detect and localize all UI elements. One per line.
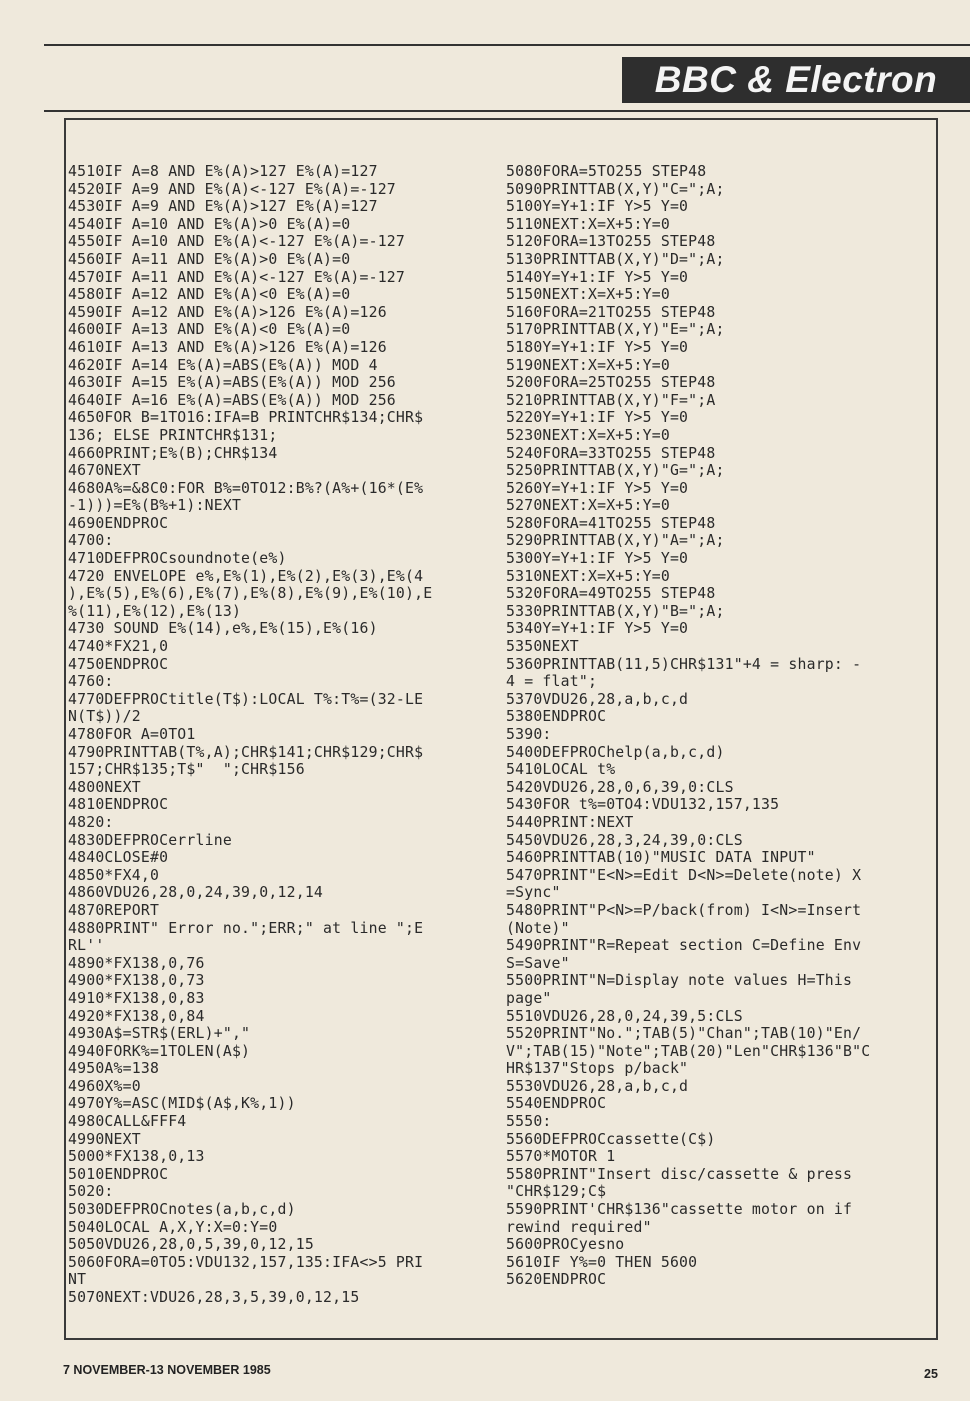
code-line: 5190NEXT:X=X+5:Y=0	[506, 356, 670, 374]
code-line: 5310NEXT:X=X+5:Y=0	[506, 567, 670, 585]
code-line: 4890*FX138,0,76	[68, 954, 205, 972]
top-rule	[44, 44, 970, 46]
code-line: 4730 SOUND E%(14),e%,E%(15),E%(16)	[68, 620, 378, 638]
code-line: 4930A$=STR$(ERL)+","	[68, 1025, 251, 1043]
code-line: 4700:	[68, 532, 114, 550]
page-number: 25	[924, 1367, 938, 1381]
code-line: "CHR$129;C$	[506, 1183, 607, 1201]
code-line: 4740*FX21,0	[68, 638, 169, 656]
code-line: 5140Y=Y+1:IF Y>5 Y=0	[506, 268, 689, 286]
code-line: 4900*FX138,0,73	[68, 972, 205, 990]
code-line: 4830DEFPROCerrline	[68, 831, 232, 849]
code-line: 5410LOCAL t%	[506, 761, 616, 779]
code-line: 5450VDU26,28,3,24,39,0:CLS	[506, 831, 743, 849]
code-line: 5620ENDPROC	[506, 1271, 607, 1289]
code-line: 4600IF A=13 AND E%(A)<0 E%(A)=0	[68, 321, 351, 339]
code-line: 5110NEXT:X=X+5:Y=0	[506, 215, 670, 233]
code-line: 4860VDU26,28,0,24,39,0,12,14	[68, 884, 324, 902]
code-line: 5520PRINT"No.";TAB(5)"Chan";TAB(10)"En/	[506, 1025, 862, 1043]
code-line: 5510VDU26,28,0,24,39,5:CLS	[506, 1007, 743, 1025]
code-line: 4770DEFPROCtitle(T$):LOCAL T%:T%=(32-LE	[68, 690, 424, 708]
code-line: 136; ELSE PRINTCHR$131;	[68, 426, 278, 444]
code-line: 5560DEFPROCcassette(C$)	[506, 1130, 716, 1148]
code-line: 5380ENDPROC	[506, 708, 607, 726]
code-line: 5400DEFPROChelp(a,b,c,d)	[506, 743, 725, 761]
code-line: 5210PRINTTAB(X,Y)"F=";A	[506, 391, 716, 409]
code-line: 5570*MOTOR 1	[506, 1148, 616, 1166]
code-line: 5050VDU26,28,0,5,39,0,12,15	[68, 1236, 314, 1254]
code-line: 5250PRINTTAB(X,Y)"G=";A;	[506, 462, 725, 480]
code-line: 4550IF A=10 AND E%(A)<-127 E%(A)=-127	[68, 233, 406, 251]
code-line: 4760:	[68, 673, 114, 691]
code-line: N(T$))/2	[68, 708, 141, 726]
issue-date: 7 NOVEMBER-13 NOVEMBER 1985	[63, 1363, 271, 1377]
code-line: 4590IF A=12 AND E%(A)>126 E%(A)=126	[68, 303, 387, 321]
code-line: 5180Y=Y+1:IF Y>5 Y=0	[506, 338, 689, 356]
code-line: 5470PRINT"E<N>=Edit D<N>=Delete(note) X	[506, 866, 862, 884]
code-line: 4 = flat";	[506, 673, 598, 691]
code-line: 5350NEXT	[506, 638, 579, 656]
code-line: 5120FORA=13TO255 STEP48	[506, 233, 716, 251]
code-line: 5200FORA=25TO255 STEP48	[506, 374, 716, 392]
code-line: 4840CLOSE#0	[68, 849, 169, 867]
code-line: 4780FOR A=0TO1	[68, 726, 196, 743]
code-line: 5160FORA=21TO255 STEP48	[506, 303, 716, 321]
code-line: 4690ENDPROC	[68, 514, 169, 532]
code-line: 5440PRINT:NEXT	[506, 813, 634, 831]
code-line: 5610IF Y%=0 THEN 5600	[506, 1253, 698, 1271]
code-line: 5360PRINTTAB(11,5)CHR$131"+4 = sharp: -	[506, 655, 862, 673]
section-banner: BBC & Electron	[622, 57, 970, 103]
code-line: 5260Y=Y+1:IF Y>5 Y=0	[506, 479, 689, 497]
code-line: 5540ENDPROC	[506, 1095, 607, 1113]
code-line: ),E%(5),E%(6),E%(7),E%(8),E%(9),E%(10),E	[68, 585, 433, 603]
program-listing-right-column	[506, 163, 931, 1289]
code-line: 5030DEFPROCnotes(a,b,c,d)	[68, 1201, 296, 1219]
code-line: 5000*FX138,0,13	[68, 1148, 205, 1166]
code-line: 4820:	[68, 813, 114, 831]
code-line: 4580IF A=12 AND E%(A)<0 E%(A)=0	[68, 286, 351, 304]
code-line: rewind required"	[506, 1218, 652, 1236]
code-line: 4800NEXT	[68, 778, 141, 796]
code-line: 4650FOR B=1TO16:IFA=B PRINTCHR$134;CHR$	[68, 409, 424, 427]
code-line: 5340Y=Y+1:IF Y>5 Y=0	[506, 620, 689, 638]
banner-rule	[44, 110, 970, 112]
code-line: 5020:	[68, 1183, 114, 1201]
code-line: 4510IF A=8 AND E%(A)>127 E%(A)=127	[68, 163, 378, 180]
code-line: 5460PRINTTAB(10)"MUSIC DATA INPUT"	[506, 849, 816, 867]
code-line: 4910*FX138,0,83	[68, 989, 205, 1007]
code-line: 4620IF A=14 E%(A)=ABS(E%(A)) MOD 4	[68, 356, 378, 374]
code-line: 4560IF A=11 AND E%(A)>0 E%(A)=0	[68, 250, 351, 268]
code-line: 4880PRINT" Error no.";ERR;" at line ";E	[68, 919, 424, 937]
code-line: 5100Y=Y+1:IF Y>5 Y=0	[506, 198, 689, 216]
code-line: 4610IF A=13 AND E%(A)>126 E%(A)=126	[68, 338, 387, 356]
code-line: 5230NEXT:X=X+5:Y=0	[506, 426, 670, 444]
code-line: 5490PRINT"R=Repeat section C=Define Env	[506, 937, 862, 955]
code-line: 5070NEXT:VDU26,28,3,5,39,0,12,15	[68, 1289, 360, 1306]
code-line: 4660PRINT;E%(B);CHR$134	[68, 444, 278, 462]
code-line: 5060FORA=0TO5:VDU132,157,135:IFA<>5 PRI	[68, 1253, 424, 1271]
code-line: %(11),E%(12),E%(13)	[68, 602, 242, 620]
code-line: 5530VDU26,28,a,b,c,d	[506, 1077, 689, 1095]
code-line: 4530IF A=9 AND E%(A)>127 E%(A)=127	[68, 198, 378, 216]
code-line: 5010ENDPROC	[68, 1165, 169, 1183]
code-line: 5300Y=Y+1:IF Y>5 Y=0	[506, 550, 689, 568]
code-line: 4990NEXT	[68, 1130, 141, 1148]
code-line: 5480PRINT"P<N>=P/back(from) I<N>=Insert	[506, 901, 862, 919]
code-line: page"	[506, 989, 552, 1007]
code-line: 4710DEFPROCsoundnote(e%)	[68, 550, 287, 568]
code-line: 5290PRINTTAB(X,Y)"A=";A;	[506, 532, 725, 550]
code-line: 5150NEXT:X=X+5:Y=0	[506, 286, 670, 304]
code-line: (Note)"	[506, 919, 570, 937]
code-line: =Sync"	[506, 884, 561, 902]
code-line: NT	[68, 1271, 87, 1289]
code-line: -1)))=E%(B%+1):NEXT	[68, 497, 242, 515]
code-line: 4670NEXT	[68, 462, 141, 480]
code-line: 5580PRINT"Insert disc/cassette & press	[506, 1165, 853, 1183]
code-line: 4640IF A=16 E%(A)=ABS(E%(A)) MOD 256	[68, 391, 396, 409]
code-line: 5590PRINT'CHR$136"cassette motor on if	[506, 1201, 853, 1219]
code-line: 4960X%=0	[68, 1077, 141, 1095]
code-line: 4920*FX138,0,84	[68, 1007, 205, 1025]
code-line: 5170PRINTTAB(X,Y)"E=";A;	[506, 321, 725, 339]
code-line: 5270NEXT:X=X+5:Y=0	[506, 497, 670, 515]
code-line: 4980CALL&FFF4	[68, 1113, 187, 1131]
code-line: 5040LOCAL A,X,Y:X=0:Y=0	[68, 1218, 278, 1236]
code-line: 4850*FX4,0	[68, 866, 160, 884]
code-line: 5330PRINTTAB(X,Y)"B=";A;	[506, 602, 725, 620]
code-line: 5320FORA=49TO255 STEP48	[506, 585, 716, 603]
code-line: 5080FORA=5TO255 STEP48	[506, 163, 707, 180]
code-line: 5420VDU26,28,0,6,39,0:CLS	[506, 778, 734, 796]
code-line: 157;CHR$135;T$" ";CHR$156	[68, 761, 305, 779]
code-line: 5430FOR t%=0TO4:VDU132,157,135	[506, 796, 780, 814]
code-line: 5500PRINT"N=Display note values H=This	[506, 972, 853, 990]
code-line: 4520IF A=9 AND E%(A)<-127 E%(A)=-127	[68, 180, 396, 198]
code-line: 4630IF A=15 E%(A)=ABS(E%(A)) MOD 256	[68, 374, 396, 392]
code-line: HR$137"Stops p/back"	[506, 1060, 689, 1078]
code-line: 5370VDU26,28,a,b,c,d	[506, 690, 689, 708]
code-line: 4790PRINTTAB(T%,A);CHR$141;CHR$129;CHR$	[68, 743, 424, 761]
code-line: 5600PROCyesno	[506, 1236, 625, 1254]
code-line: S=Save"	[506, 954, 570, 972]
code-line: 4570IF A=11 AND E%(A)<-127 E%(A)=-127	[68, 268, 406, 286]
code-line: 4680A%=&8C0:FOR B%=0TO12:B%?(A%+(16*(E%	[68, 479, 424, 497]
code-line: 4750ENDPROC	[68, 655, 169, 673]
code-line: 5130PRINTTAB(X,Y)"D=";A;	[506, 250, 725, 268]
code-line: 4940FORK%=1TOLEN(A$)	[68, 1042, 251, 1060]
program-listing-left-column	[68, 163, 498, 1307]
code-line: 4810ENDPROC	[68, 796, 169, 814]
code-line: 5550:	[506, 1113, 552, 1131]
code-line: 4540IF A=10 AND E%(A)>0 E%(A)=0	[68, 215, 351, 233]
code-line: V";TAB(15)"Note";TAB(20)"Len"CHR$136"B"C	[506, 1042, 871, 1060]
code-line: 4970Y%=ASC(MID$(A$,K%,1))	[68, 1095, 296, 1113]
code-line: 5280FORA=41TO255 STEP48	[506, 514, 716, 532]
code-line: 5220Y=Y+1:IF Y>5 Y=0	[506, 409, 689, 427]
code-line: 4870REPORT	[68, 901, 160, 919]
code-line: 4720 ENVELOPE e%,E%(1),E%(2),E%(3),E%(4	[68, 567, 424, 585]
code-line: 5390:	[506, 726, 552, 743]
code-line: 5240FORA=33TO255 STEP48	[506, 444, 716, 462]
code-line: 5090PRINTTAB(X,Y)"C=";A;	[506, 180, 725, 198]
code-line: 4950A%=138	[68, 1060, 160, 1078]
code-line: RL''	[68, 937, 105, 955]
